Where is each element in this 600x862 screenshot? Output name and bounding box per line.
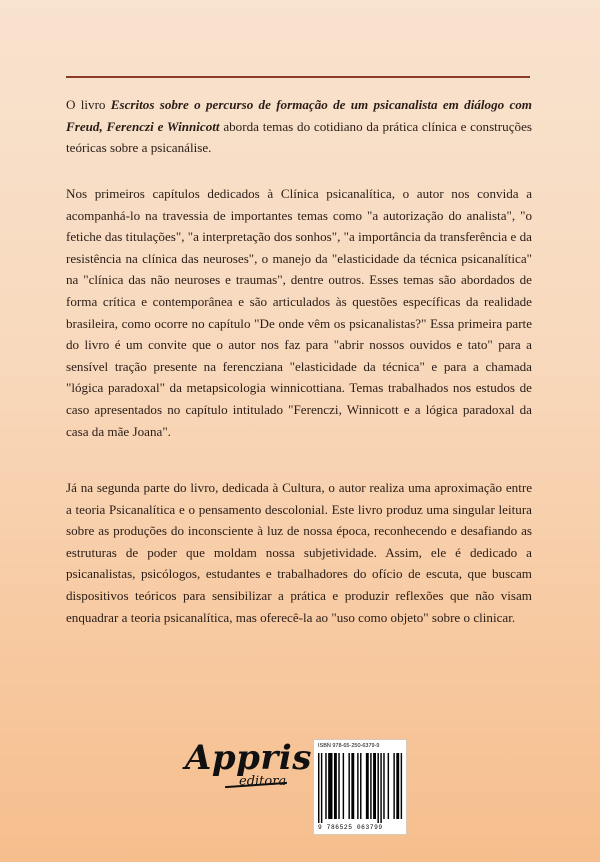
barcode-bar	[325, 753, 326, 819]
barcode-bar	[401, 753, 402, 819]
publisher-logo	[185, 738, 312, 798]
barcode-panel	[313, 739, 407, 835]
barcode-bar	[366, 753, 369, 819]
intro-rest: aborda temas do cotidiano da prática clínica e construções teóricas sobre a psicanálise.	[66, 118, 532, 156]
barcode-bar	[393, 753, 394, 819]
barcode-bar	[377, 753, 378, 823]
barcode-icon	[318, 753, 404, 823]
intro-lead: O livro	[66, 97, 111, 112]
barcode-bar	[380, 753, 381, 823]
barcode-bar	[396, 753, 399, 819]
barcode-bar	[348, 753, 349, 819]
barcode-bar	[338, 753, 339, 819]
barcode-bar	[360, 753, 361, 819]
barcode-bar	[318, 753, 319, 823]
paragraph-cultura	[66, 477, 532, 628]
isbn-label: ISBN 978-65-250-6379-9	[318, 743, 380, 749]
paragraph-cultura-text: Já na segunda parte do livro, dedicada à Cultura, o autor realiza uma aproximação entre a teoria Psicanalítica e o pensamento descolonial. Este livro produz uma singular leitura sobre as produções do inconsciente à luz de nossa época, reconhecendo e desafiando as estruturas de poder que moldam nossa subjetividade. Assim, ele é dedicado a psicanalistas, psicólogos, estudantes e trabalhadores do ofício de escuta, que buscam dispositivos teóricos para sensibilizar a prática e produzir reflexões que não visam enquadrar a teoria psicanalítica, mas oferecê-la ao "uso como objeto" sobre o clinicar.	[66, 480, 532, 625]
barcode-bar	[321, 753, 322, 823]
publisher-subtitle: editora	[239, 774, 287, 789]
barcode-bar	[370, 753, 371, 819]
barcode-bar	[388, 753, 389, 819]
barcode-bar	[351, 753, 354, 819]
publisher-name: Appris	[185, 738, 312, 778]
top-rule	[66, 76, 530, 78]
barcode-bar	[343, 753, 344, 819]
barcode-bar	[357, 753, 358, 819]
paragraph-clinica	[66, 183, 532, 442]
barcode-bar	[334, 753, 337, 819]
barcode-bar	[383, 753, 384, 819]
barcode-bar	[373, 753, 376, 819]
book-title: Escritos sobre o percurso de formação de um psicanalista em diálogo com Freud, Ferenczi e Winnicott	[66, 97, 532, 134]
barcode-digits: 9 786525 063799	[318, 824, 383, 831]
paragraph-intro	[66, 94, 532, 159]
barcode-bar	[328, 753, 332, 819]
paragraph-clinica-text: Nos primeiros capítulos dedicados à Clínica psicanalítica, o autor nos convida a acompanhá-lo na travessia de importantes temas como "a autorização do analista", "o fetiche das titulações", "a interpretação dos sonhos", "a importância da transferência e da resistência na clínica das neuroses", o manejo da "elasticidade da técnica psicanalítica" na "clínica das não neuroses e traumas", dentre outros. Esses temas são abordados de forma crítica e contemporânea e são articulados às questões específicas da realidade brasileira, como ocorre no capítulo "De onde vêm os psicanalistas?" Essa primeira parte do livro é um convite que o autor nos faz para "abrir nossos ouvidos e tato" para a sensível tração presente na ferencziana "elasticidade da técnica" e para a chamada "lógica paradoxal" da metapsicologia winnicottiana. Temas trabalhados nos estudos de caso apresentados no capítulo intitulado "Ferenczi, Winnicott e a lógica paradoxal da casa da mãe Joana".	[66, 186, 532, 439]
